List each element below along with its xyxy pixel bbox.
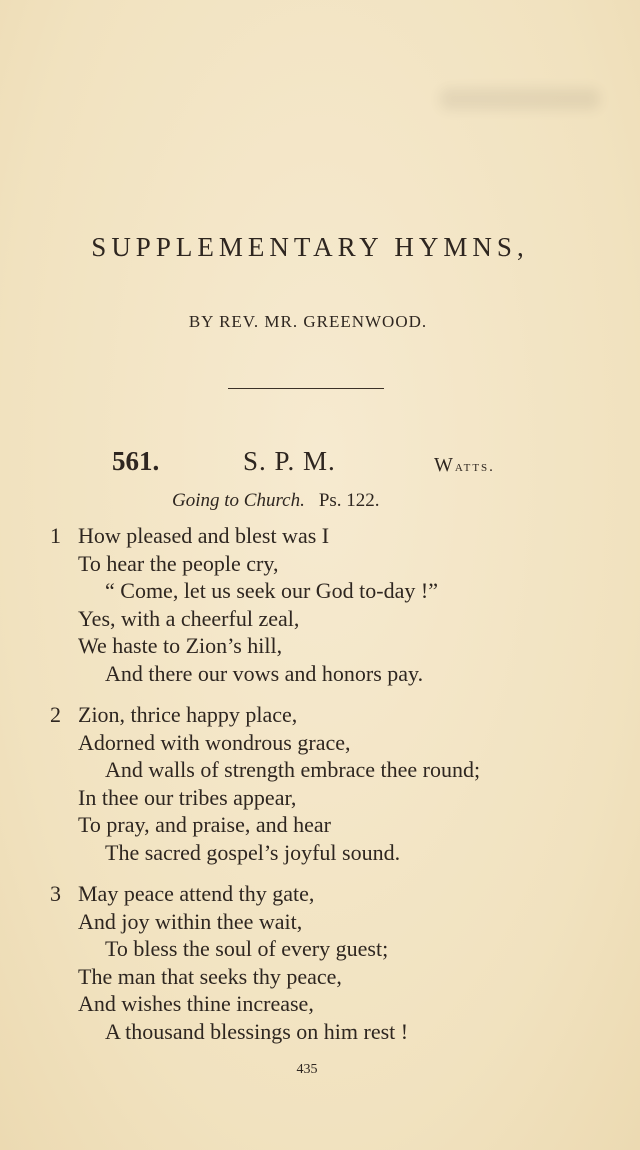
verse-line: We haste to Zion’s hill, <box>78 633 283 658</box>
section-title: SUPPLEMENTARY HYMNS, <box>91 232 529 262</box>
hymn-subtitle <box>172 490 380 512</box>
author-byline: BY REV. MR. GREENWOOD. <box>188 312 428 331</box>
verse-number: 3 <box>50 881 61 906</box>
verse-number: 2 <box>50 702 61 727</box>
divider-rule <box>228 388 384 389</box>
verse-line: To pray, and praise, and hear <box>78 812 331 837</box>
verse-line: In thee our tribes appear, <box>78 784 297 810</box>
verse-line: The man that seeks thy peace, <box>78 963 342 989</box>
verse-line: “ Come, let us seek our God to-day !” <box>105 578 438 603</box>
hymn-meter: S. P. M. <box>243 446 336 476</box>
verse-line: And wishes thine increase, <box>78 991 314 1016</box>
verse-line: A thousand blessings on him rest ! <box>105 1018 409 1044</box>
psalm-reference: Ps. 122. <box>318 490 380 511</box>
verse-line: The sacred gospel’s joyful sound. <box>105 839 401 865</box>
page-number: 435 <box>296 1062 318 1077</box>
verse-line: To hear the people cry, <box>78 550 279 576</box>
hymn-number: 561. <box>112 446 160 476</box>
verse-line: Yes, with a cheerful zeal, <box>78 605 300 631</box>
verses <box>0 522 640 1059</box>
hymn-header <box>0 446 640 482</box>
verse <box>0 880 640 1045</box>
show-through-smudge <box>440 88 600 110</box>
verse-line: How pleased and blest was I <box>78 523 330 548</box>
verse <box>0 522 640 687</box>
verse-line: Adorned with wondrous grace, <box>78 729 351 755</box>
verse-line: May peace attend thy gate, <box>78 881 315 906</box>
verse-line: And there our vows and honors pay. <box>105 660 424 686</box>
verse-line: To bless the soul of every guest; <box>105 936 389 961</box>
verse-line: And walls of strength embrace thee round; <box>105 757 481 782</box>
hymn-occasion: Going to Church. <box>172 490 305 511</box>
hymn-author: Watts. <box>434 454 495 476</box>
verse-line: Zion, thrice happy place, <box>78 702 298 727</box>
verse-line: And joy within thee wait, <box>78 908 303 934</box>
verse-number: 1 <box>50 523 61 548</box>
verse <box>0 701 640 866</box>
